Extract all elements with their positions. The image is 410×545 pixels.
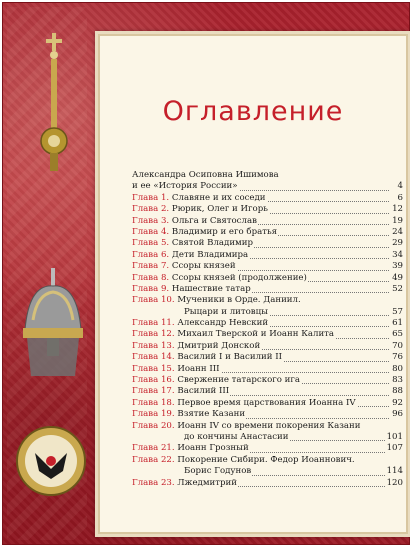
toc-entry [132, 273, 403, 284]
page-number: 24 [392, 226, 403, 237]
chapter-title: Покорение Сибири. Федор Иоаннович. [177, 454, 355, 465]
toc-entry [132, 364, 403, 375]
toc-entry-text [132, 193, 267, 203]
page-number: 6 [397, 192, 403, 203]
chapter-number: Глава 23. [132, 477, 175, 488]
toc-entry [132, 216, 403, 227]
page-number: 92 [392, 397, 403, 408]
chapter-number: Глава 15. [132, 363, 175, 374]
chapter-title: Дети Владимира [171, 249, 249, 260]
toc-entry [132, 193, 403, 204]
toc-entry [132, 329, 403, 340]
chapter-title: до кончины Анастасии [184, 431, 289, 442]
toc-entry [132, 204, 403, 215]
toc-entry [132, 375, 403, 386]
toc-entry [132, 227, 403, 238]
chapter-title: Михаил Тверской и Иоанн Калита [177, 329, 335, 340]
chapter-title: Василий III [177, 386, 230, 397]
chapter-title: Лжедмитрий [177, 477, 237, 488]
toc-entry [132, 466, 403, 477]
chapter-title: Взятие Казани [177, 409, 246, 420]
page-number: 70 [392, 340, 403, 351]
toc-entry-text [132, 375, 301, 385]
chapter-number: Глава 16. [132, 375, 175, 386]
chapter-number: Глава 12. [132, 329, 175, 340]
chapter-number: Глава 5. [132, 238, 170, 249]
chapter-title: Святой Владимир [171, 238, 253, 249]
toc-entry-text [132, 238, 254, 248]
toc-entry-text [132, 216, 258, 226]
chapter-number: Глава 22. [132, 454, 175, 465]
page-number: 114 [386, 466, 403, 477]
scepter-illustration [39, 33, 69, 173]
chapter-title: Ссоры князей (продолжение) [171, 272, 307, 283]
page-number: 34 [392, 249, 403, 260]
toc-entry [132, 181, 403, 192]
page-number: 19 [392, 215, 403, 226]
toc-entry [132, 432, 403, 443]
toc-entry-text [132, 341, 261, 351]
page-number: 83 [392, 375, 403, 386]
page-number: 107 [386, 443, 403, 454]
toc-entry [132, 318, 403, 329]
table-of-contents [132, 170, 403, 489]
toc-entry-text [132, 284, 252, 294]
toc-entry-text [132, 466, 252, 476]
chapter-number: Глава 6. [132, 249, 170, 260]
toc-entry-text [132, 261, 237, 271]
toc-entry [132, 409, 403, 420]
toc-entry-text [132, 421, 361, 431]
chapter-title: Борис Годунов [184, 466, 252, 477]
page-number: 80 [392, 363, 403, 374]
medal-illustration [15, 423, 87, 499]
chapter-title: Ссоры князей [171, 261, 236, 272]
toc-entry [132, 341, 403, 352]
toc-entry-text [132, 443, 250, 453]
toc-entry-text [132, 318, 269, 328]
page-number: 61 [392, 318, 403, 329]
chapter-number: Глава 21. [132, 443, 175, 454]
page-number: 101 [386, 431, 403, 442]
page-number: 4 [397, 181, 403, 192]
contents-panel [95, 31, 410, 537]
page-number: 52 [392, 283, 403, 294]
toc-entry [132, 238, 403, 249]
toc-entry [132, 284, 403, 295]
page-number: 65 [392, 329, 403, 340]
chapter-title: Рыцари и литовцы [184, 306, 269, 317]
chapter-title: Иоанн IV со времени покорения Казани [177, 420, 361, 431]
toc-entry-text [132, 329, 335, 339]
chapter-number: Глава 7. [132, 261, 170, 272]
toc-entry-text [132, 478, 238, 488]
chapter-number: Глава 13. [132, 340, 175, 351]
chapter-number: Глава 20. [132, 420, 175, 431]
page-number: 39 [392, 261, 403, 272]
toc-entry-text [132, 398, 357, 408]
toc-entry [132, 250, 403, 261]
toc-entry [132, 295, 403, 306]
chapter-title: Александр Невский [177, 318, 269, 329]
toc-entry [132, 352, 403, 363]
chapter-title: Славяне и их соседи [171, 192, 266, 203]
chapter-number: Глава 18. [132, 397, 175, 408]
toc-entry-text [132, 204, 269, 214]
chapter-number: Глава 8. [132, 272, 170, 283]
chapter-number: Глава 3. [132, 215, 170, 226]
chapter-number: Глава 2. [132, 204, 170, 215]
chapter-number: Глава 9. [132, 283, 170, 294]
toc-entry-text [132, 227, 278, 237]
toc-entry [132, 398, 403, 409]
chapter-number: Глава 1. [132, 192, 170, 203]
toc-entry [132, 261, 403, 272]
contents-heading: Оглавление [162, 96, 344, 127]
page-number: 88 [392, 386, 403, 397]
toc-entry [132, 307, 403, 318]
chapter-title: Дмитрий Донской [177, 340, 261, 351]
toc-entry-text [132, 352, 283, 362]
page-number: 12 [392, 204, 403, 215]
page-number: 76 [392, 352, 403, 363]
toc-entry-text [132, 432, 290, 442]
chapter-number: Глава 4. [132, 226, 170, 237]
chapter-number: Глава 14. [132, 352, 175, 363]
toc-entry-text [132, 409, 246, 419]
page-number: 96 [392, 409, 403, 420]
chapter-number: Глава 10. [132, 295, 175, 306]
toc-entry [132, 386, 403, 397]
chapter-title: Мученики в Орде. Даниил. [177, 295, 301, 306]
page-number: 120 [386, 477, 403, 488]
toc-entry-text [132, 250, 249, 260]
page-number: 57 [392, 306, 403, 317]
book-cover [2, 2, 410, 545]
chapter-title: Александра Осиповна Ишимова [132, 170, 279, 180]
chapter-title: Первое время царствования Иоанна IV [177, 397, 356, 408]
page-number: 29 [392, 238, 403, 249]
chapter-number: Глава 19. [132, 409, 175, 420]
chapter-title: Иоанн Грозный [177, 443, 249, 454]
toc-entry-text [132, 364, 221, 374]
chapter-title: Иоанн III [177, 363, 220, 374]
page-number: 49 [392, 272, 403, 283]
chapter-number: Глава 17. [132, 386, 175, 397]
toc-entry [132, 478, 403, 489]
toc-entry-text [132, 386, 230, 396]
toc-entry [132, 443, 403, 454]
chapter-title: Ольга и Святослав [171, 215, 257, 226]
toc-entry-text [132, 295, 302, 305]
toc-entry [132, 455, 403, 466]
chapter-title: Владимир и его братья [171, 226, 278, 237]
toc-entry-text [132, 273, 308, 283]
chapter-title: Свержение татарского ига [177, 375, 301, 386]
toc-entry-text [132, 170, 280, 180]
toc-entry [132, 421, 403, 432]
chapter-title: Василий I и Василий II [177, 352, 283, 363]
toc-entry-text [132, 307, 269, 317]
chapter-title: и ее «История России» [132, 181, 238, 192]
chapter-number: Глава 11. [132, 318, 175, 329]
chapter-title: Нашествие татар [171, 283, 251, 294]
toc-entry-text [132, 455, 356, 465]
helmet-illustration [17, 268, 89, 380]
chapter-title: Рюрик, Олег и Игорь [171, 204, 268, 215]
toc-entry-text [132, 181, 239, 191]
toc-entry [132, 170, 403, 181]
